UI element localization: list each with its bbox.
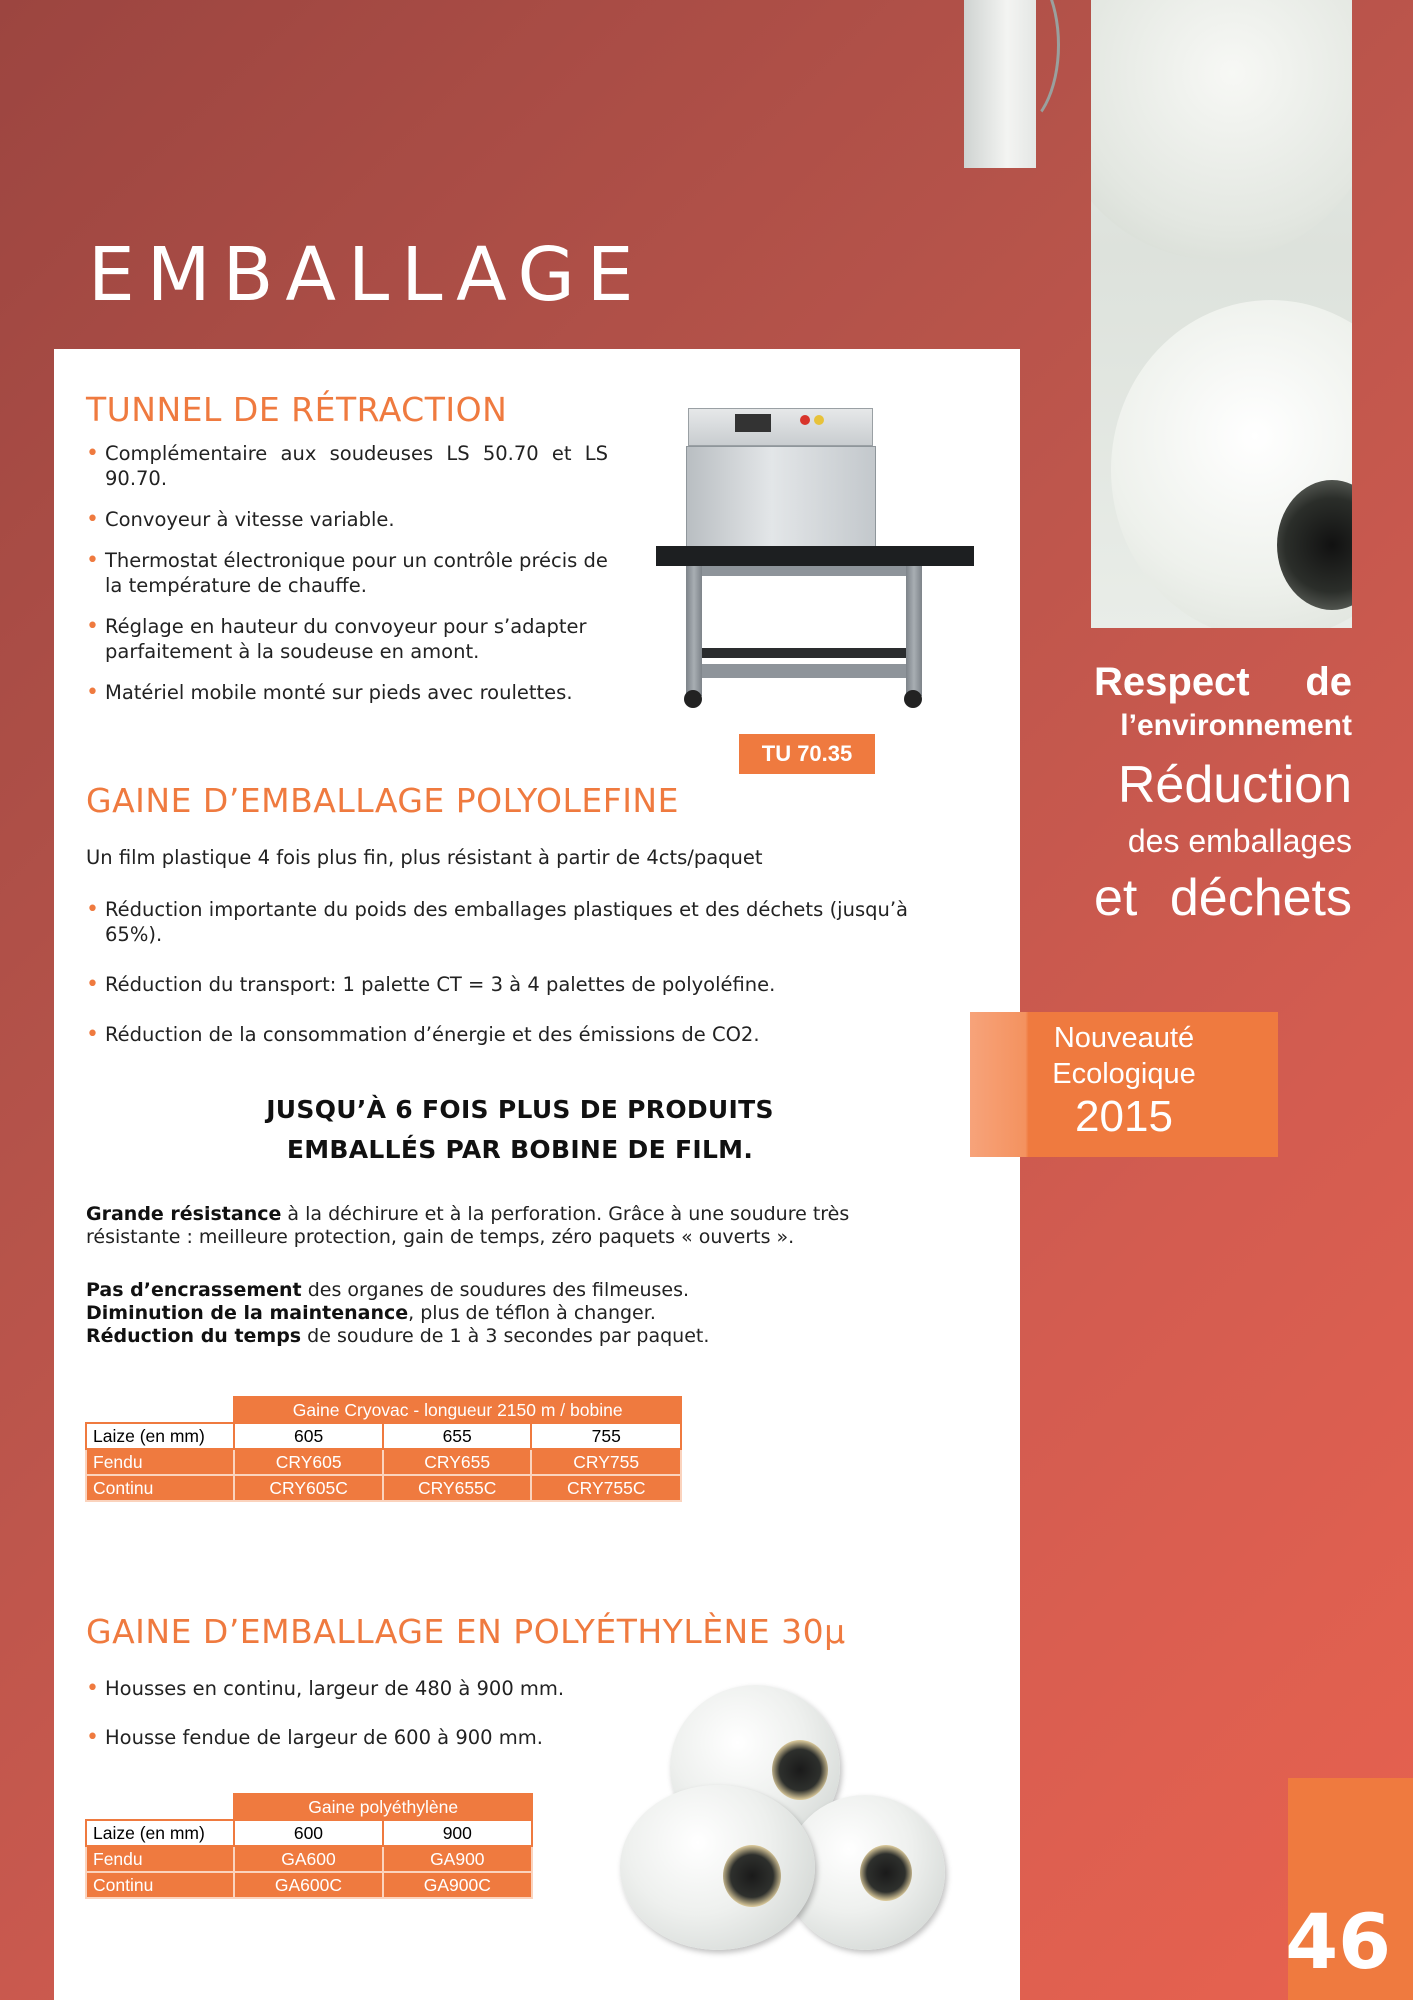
list-item: • Réduction importante du poids des emballages plastiques et des déchets (jusqu’à 65%). [86,897,908,947]
sidebar-dechets: et déchets [1094,869,1352,927]
film-roll-photo [1091,0,1352,628]
table-cell: GA900C [383,1872,532,1898]
polyolefine-intro: Un film plastique 4 fois plus fin, plus résistant à partir de 4cts/paquet [86,846,763,869]
bold-term: Grande résistance [86,1203,282,1225]
list-item: • Convoyeur à vitesse variable. [86,507,608,532]
page-number: 46 [1285,1897,1391,1986]
table-cell: CRY755 [531,1449,681,1475]
tunnel-feature-list [86,441,608,705]
list-item: • Housse fendue de largeur de 600 à 900 mm. [86,1725,646,1750]
table-cell: GA900 [383,1846,532,1872]
paragraph-line [86,1279,916,1302]
table-row [86,1872,532,1898]
highlight-line: JUSQU’À 6 FOIS PLUS DE PRODUITS [266,1095,774,1124]
table-cell: GA600 [234,1846,382,1872]
table-header: Gaine Cryovac - longueur 2150 m / bobine [234,1397,681,1423]
table-cell: 605 [234,1423,383,1449]
table-row [86,1449,681,1475]
table-cell: CRY755C [531,1475,681,1501]
sidebar-respect: Respect de [1094,660,1352,704]
table-row [86,1475,681,1501]
sidebar-emballages: des emballages [1127,823,1352,859]
polyethylene-rolls-image [620,1685,950,1950]
section-title-tunnel: TUNNEL DE RÉTRACTION [86,390,508,429]
table-row [86,1846,532,1872]
maintenance-paragraphs [86,1279,916,1348]
table-cell: CRY655 [383,1449,532,1475]
bold-term: Diminution de la maintenance [86,1302,409,1324]
resistance-paragraph [86,1203,916,1249]
polyethylene-table [85,1793,533,1899]
table-row [86,1820,532,1846]
paragraph-text: , plus de téflon à changer. [408,1302,656,1324]
bold-term: Réduction du temps [86,1325,302,1347]
eco-badge-year: 2015 [1075,1092,1173,1141]
table-cell: 900 [383,1820,532,1846]
table-header: Gaine polyéthylène [234,1794,532,1820]
table-cell: 755 [531,1423,681,1449]
list-item: • Matériel mobile monté sur pieds avec roulettes. [86,680,608,705]
paragraph-text: des organes de soudures des filmeuses. [301,1279,690,1301]
table-cell: CRY605C [234,1475,383,1501]
section-title-polyolefine: GAINE D’EMBALLAGE POLYOLEFINE [86,781,679,820]
row-label: Continu [86,1475,234,1501]
row-label: Fendu [86,1846,234,1872]
row-label: Continu [86,1872,234,1898]
sidebar-reduction: Réduction [1117,756,1352,814]
polyolefine-benefits-list [86,897,908,1047]
polyethylene-list [86,1676,646,1750]
list-item: • Réduction de la consommation d’énergie et des émissions de CO2. [86,1022,908,1047]
row-label: Fendu [86,1449,234,1475]
list-item: • Complémentaire aux soudeuses LS 50.70 et LS 90.70. [86,441,608,491]
eco-badge-line: Nouveauté [1053,1022,1195,1054]
table-cell: CRY605 [234,1449,383,1475]
highlight-line: EMBALLÉS PAR BOBINE DE FILM. [286,1135,754,1164]
list-item: • Thermostat électronique pour un contrôle précis de la température de chauffe. [86,548,608,598]
page-number-box [1285,1778,1413,2000]
paragraph-text: à la déchirure et à la perforation. Grâce à une soudure très résistante : meilleure protection, gain de temps, zéro paquets « ouverts ». [86,1203,850,1248]
table-cell: GA600C [234,1872,382,1898]
row-label: Laize (en mm) [86,1423,234,1449]
paragraph-text: de soudure de 1 à 3 secondes par paquet. [301,1325,710,1347]
list-item: • Réglage en hauteur du convoyeur pour s’adapter parfaitement à la soudeuse en amont. [86,614,608,664]
decorative-film-photo-strip [964,0,1036,168]
section-title-polyethylene: GAINE D’EMBALLAGE EN POLYÉTHYLÈNE 30µ [86,1612,846,1651]
bold-term: Pas d’encrassement [86,1279,302,1301]
eco-badge [970,1012,1278,1157]
table-row [86,1423,681,1449]
sidebar-environnement: l’environnement [1120,709,1352,742]
table-cell: 600 [234,1820,382,1846]
list-item: • Réduction du transport: 1 palette CT = 3 à 4 palettes de polyoléfine. [86,972,908,997]
row-label: Laize (en mm) [86,1820,234,1846]
eco-badge-line: Ecologique [1052,1058,1196,1090]
paragraph-line [86,1325,916,1348]
table-cell: CRY655C [383,1475,532,1501]
paragraph-line [86,1302,916,1325]
highlight-claim [240,1090,800,1170]
product-tag: TU 70.35 [739,734,875,774]
cryovac-table [85,1396,682,1502]
table-cell: 655 [383,1423,532,1449]
page-title: EMBALLAGE [88,232,646,318]
shrink-tunnel-machine-image [650,400,980,720]
list-item: • Housses en continu, largeur de 480 à 900 mm. [86,1676,646,1701]
